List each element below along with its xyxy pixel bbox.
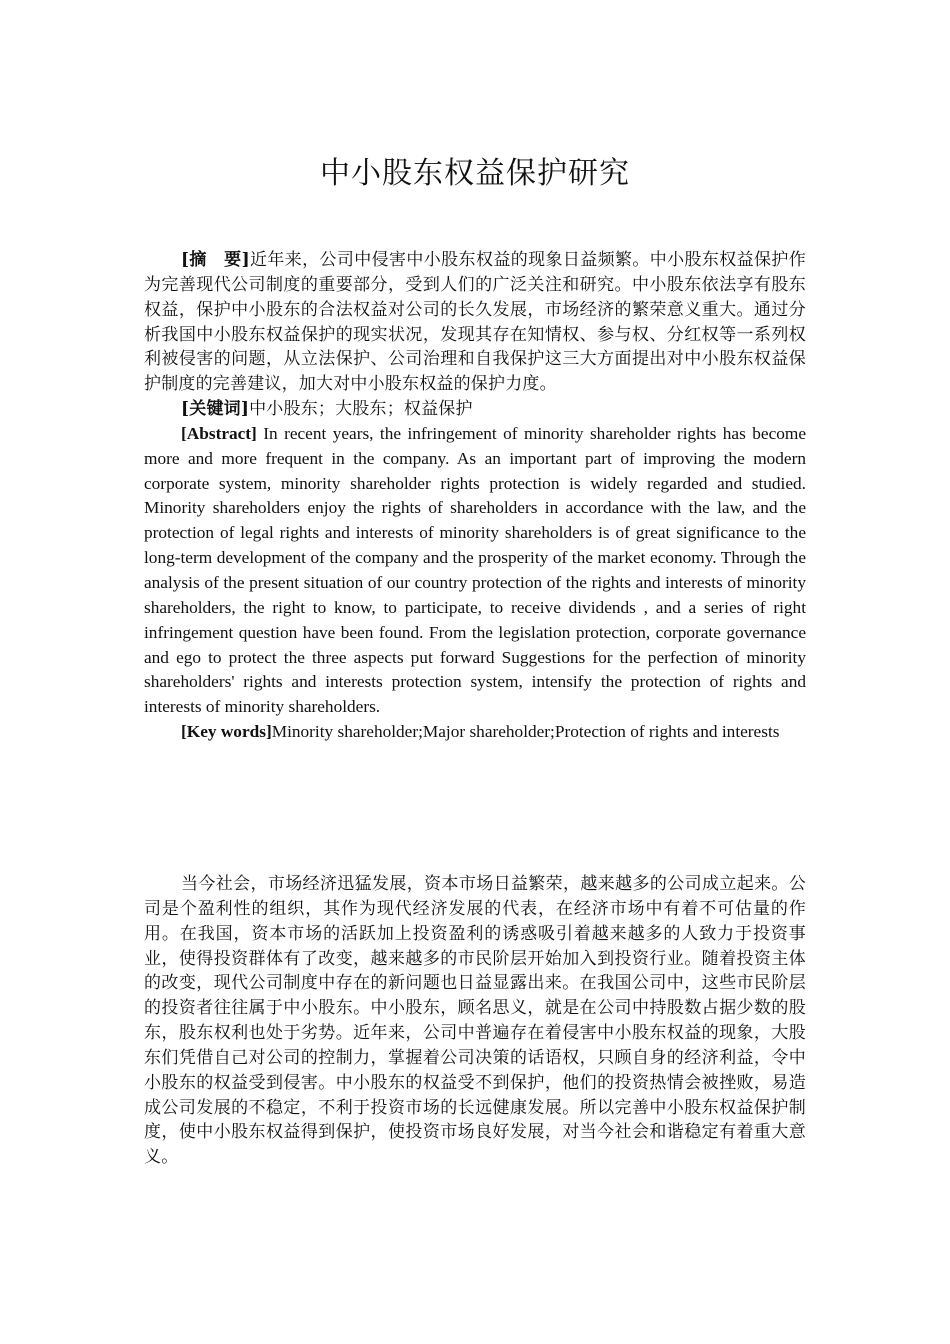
abstract-en-label: [Abstract] (181, 423, 257, 443)
abstract-cn-paragraph (144, 248, 806, 397)
abstract-cn-label: [摘 要] (181, 250, 250, 270)
keywords-cn-paragraph (144, 397, 806, 422)
keywords-cn-text: 中小股东；大股东；权益保护 (249, 399, 473, 420)
abstract-cn-text: 近年来，公司中侵害中小股东权益的现象日益频繁。中小股东权益保护作为完善现代公司制度的重要部分，受到人们的广泛关注和研究。中小股东依法享有股东权益，保护中小股东的合法权益对公司的长久发展，市场经济的繁荣意义重大。通过分析我国中小股东权益保护的现实状况，发现其存在知情权、参与权、分红权等一系列权利被侵害的问题，从立法保护、公司治理和自我保护这三大方面提出对中小股东权益保护制度的完善建议，加大对中小股东权益的保护力度。 (144, 250, 806, 395)
keywords-en-text: Minority shareholder;Major shareholder;Protection of rights and interests (271, 722, 780, 742)
body-section (144, 872, 806, 1170)
abstract-en-text: In recent years, the infringement of minority shareholder rights has become more and more frequent in the company. As an important part of improving the modern corporate system, minority shareholder rights protection is widely regarded and studied. Minority shareholders enjoy the rights of shareholders in accordance with the law, and the protection of legal rights and interests of minority shareholders is of great significance to the long-term development of the company and the prosperity of the market economy. Through the analysis of the present situation of our country protection of the rights and interests of minority shareholders, the right to know, to participate, to receive dividends , and a series of right infringement question have been found. From the legislation protection, corporate governance and ego to protect the three aspects put forward Suggestions for the perfection of minority shareholders' rights and interests protection system, intensify the protection of rights and interests of minority shareholders. (144, 423, 806, 717)
keywords-en-label: [Key words] (181, 722, 272, 742)
document-title: 中小股东权益保护研究 (320, 156, 630, 191)
keywords-en-paragraph (144, 720, 806, 745)
abstract-section (144, 248, 806, 745)
abstract-en-paragraph (144, 422, 806, 720)
body-paragraph: 当今社会，市场经济迅猛发展，资本市场日益繁荣，越来越多的公司成立起来。公司是个盈利性的组织，其作为现代经济发展的代表，在经济市场中有着不可估量的作用。在我国，资本市场的活跃加上投资盈利的诱惑吸引着越来越多的人致力于投资事业，使得投资群体有了改变，越来越多的市民阶层开始加入到投资行业。随着投资主体的改变，现代公司制度中存在的新问题也日益显露出来。在我国公司中，这些市民阶层的投资者往往属于中小股东。中小股东，顾名思义，就是在公司中持股数占据少数的股东，股东权利也处于劣势。近年来，公司中普遍存在着侵害中小股东权益的现象，大股东们凭借自己对公司的控制力，掌握着公司决策的话语权，只顾自身的经济利益，令中小股东的权益受到侵害。中小股东的权益受不到保护，他们的投资热情会被挫败，易造成公司发展的不稳定，不利于投资市场的长远健康发展。所以完善中小股东权益保护制度，使中小股东权益得到保护，使投资市场良好发展，对当今社会和谐稳定有着重大意义。 (144, 874, 806, 1168)
keywords-cn-label: [关键词] (181, 399, 250, 420)
